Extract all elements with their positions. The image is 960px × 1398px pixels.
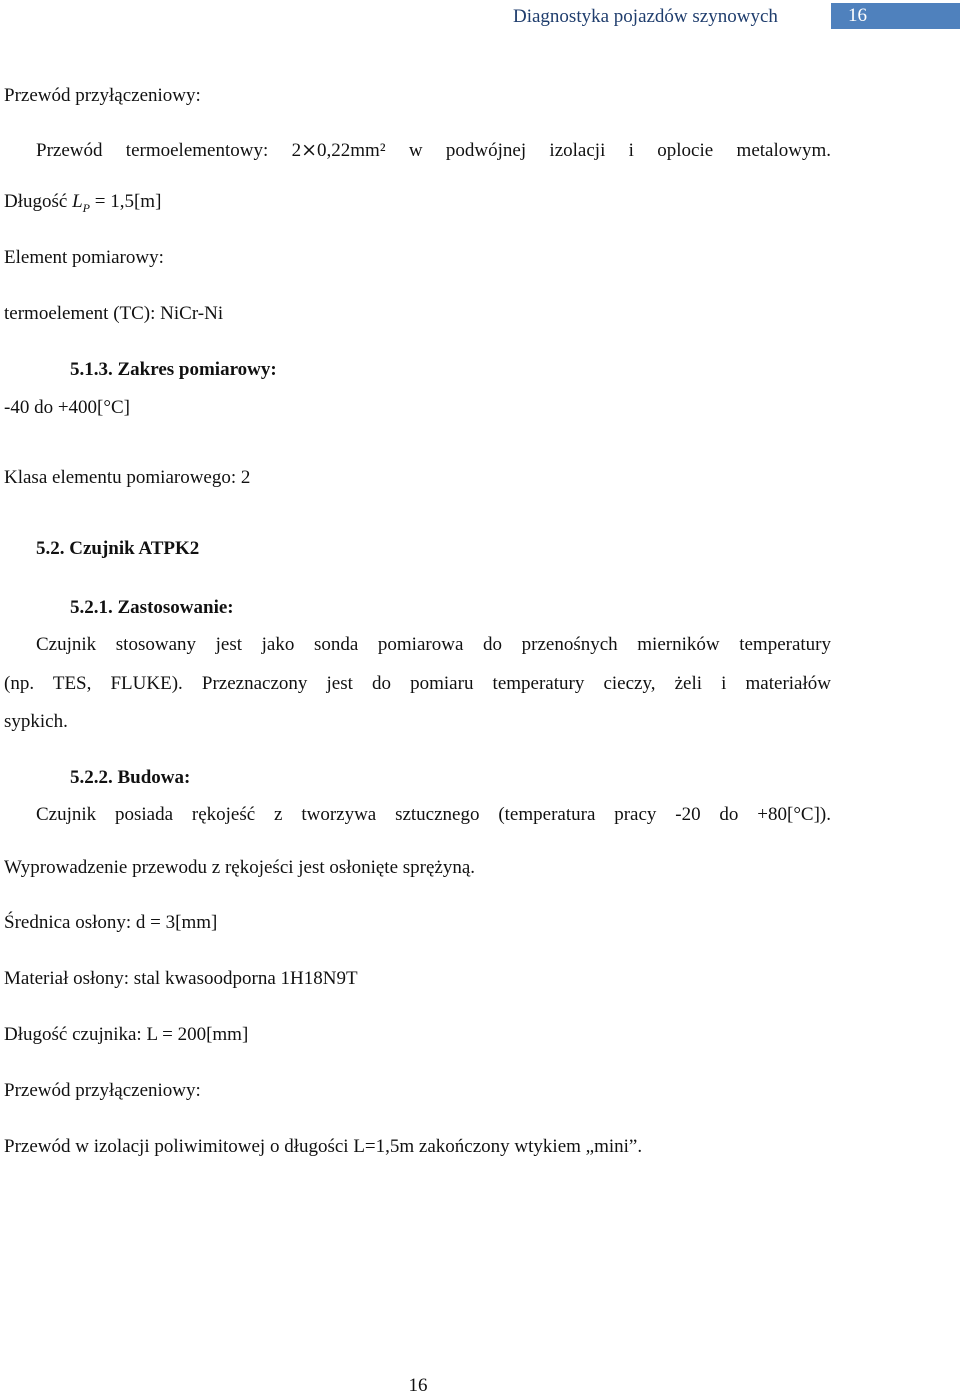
- heading-5-2-1: 5.2.1. Zastosowanie:: [70, 597, 234, 618]
- paragraph-class: Klasa elementu pomiarowego: 2: [4, 467, 251, 488]
- heading-5-1-3: 5.1.3. Zakres pomiarowy:: [70, 359, 277, 380]
- length-subscript: P: [82, 200, 90, 215]
- paragraph-range: -40 do +400[°C]: [4, 397, 130, 418]
- footer-page-number: 16: [408, 1375, 428, 1396]
- paragraph-spring: Wyprowadzenie przewodu z rękojeści jest osłonięte sprężyną.: [4, 857, 476, 878]
- paragraph-usage-line2: (np. TES, FLUKE). Przeznaczony jest do pomiaru temperatury cieczy, żeli i materiałów: [4, 673, 831, 694]
- paragraph-thermocouple: termoelement (TC): NiCr-Ni: [4, 303, 224, 324]
- paragraph-usage-line1: Czujnik stosowany jest jako sonda pomiarowa do przenośnych mierników temperatury: [36, 634, 831, 655]
- heading-5-2: 5.2. Czujnik ATPK2: [36, 538, 200, 559]
- paragraph-construction: Czujnik posiada rękojeść z tworzywa sztucznego (temperatura pracy -20 do +80[°C]).: [36, 804, 831, 825]
- header-page-badge: [831, 3, 960, 29]
- length-value: = 1,5[m]: [90, 191, 162, 212]
- paragraph-thermo-cable: Przewód termoelementowy: 2⨯0,22mm² w podwójnej izolacji i oplocie metalowym.: [36, 140, 831, 161]
- paragraph-cable-label-2: Przewód przyłączeniowy:: [4, 1080, 201, 1101]
- paragraph-diameter: Średnica osłony: d = 3[mm]: [4, 912, 218, 933]
- paragraph-length: [4, 190, 161, 220]
- length-prefix: Długość: [4, 191, 73, 212]
- running-header-title: Diagnostyka pojazdów szynowych: [513, 6, 778, 27]
- paragraph-usage-line3: sypkich.: [4, 711, 68, 732]
- paragraph-sensor-length: Długość czujnika: L = 200[mm]: [4, 1024, 249, 1045]
- length-variable: L: [72, 191, 83, 212]
- paragraph-element-label: Element pomiarowy:: [4, 247, 164, 268]
- heading-5-2-2: 5.2.2. Budowa:: [70, 767, 191, 788]
- header-page-number: 16: [848, 5, 867, 26]
- paragraph-cable-label: Przewód przyłączeniowy:: [4, 85, 201, 106]
- paragraph-material: Materiał osłony: stal kwasoodporna 1H18N9T: [4, 968, 358, 989]
- paragraph-cable-description: Przewód w izolacji poliwimitowej o długości L=1,5m zakończony wtykiem „mini”.: [4, 1136, 643, 1157]
